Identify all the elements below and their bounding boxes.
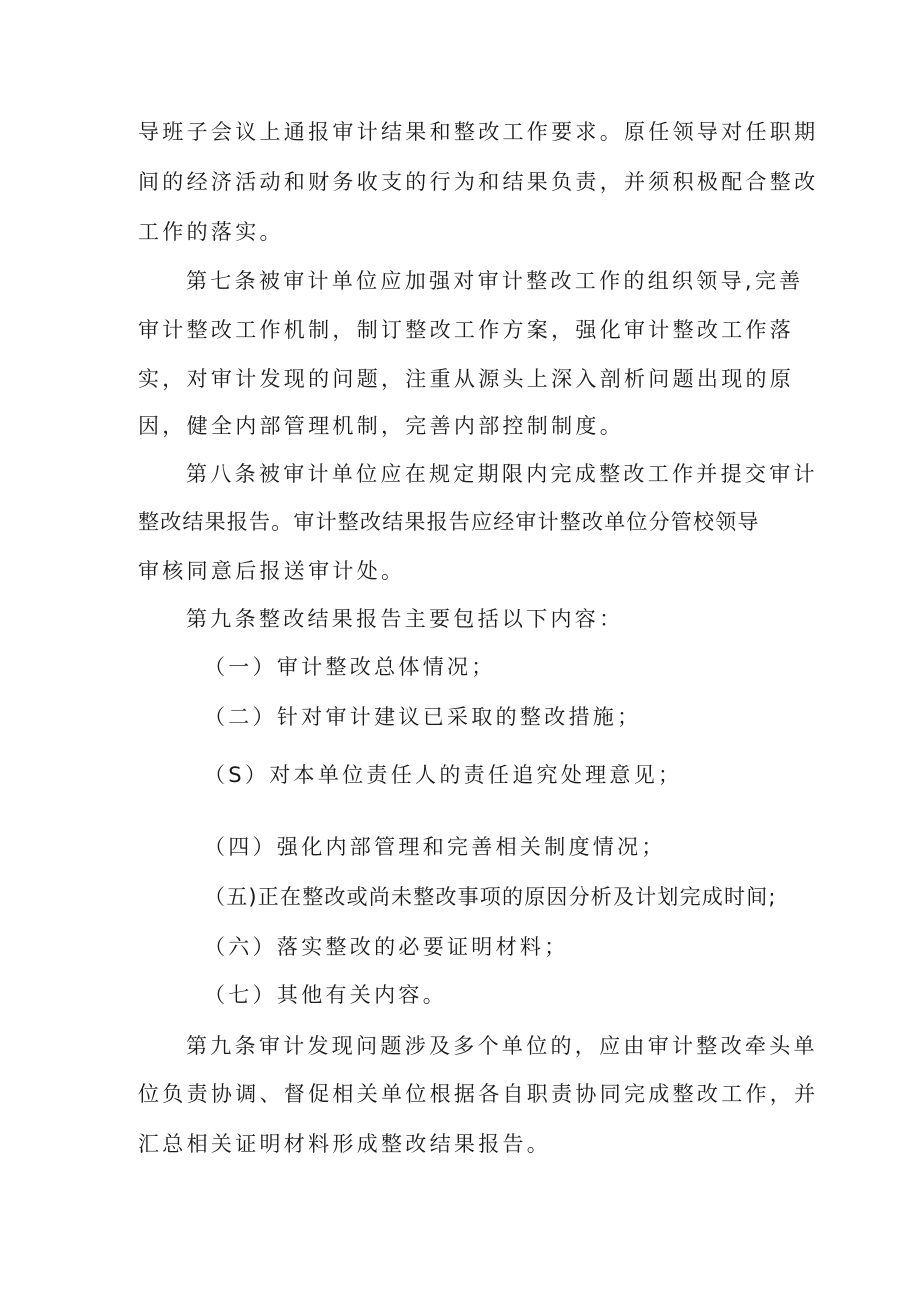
article-7-line-4: 因，健全内部管理机制，完善内部控制制度。: [138, 414, 624, 438]
list-item-5: （五)正在整改或尚未整改事项的原因分析及计划完成时间;: [204, 885, 777, 909]
article-8-line-1: 第八条被审计单位应在规定期限内完成整改工作并提交审计: [186, 462, 818, 486]
paragraph-1-line-3: 工作的落实。: [138, 220, 284, 244]
list-item-4: （四）强化内部管理和完善相关制度情况；: [204, 835, 666, 859]
closing-article-line-1: 第九条审计发现问题涉及多个单位的，应由审计整改牵头单: [186, 1034, 818, 1058]
closing-article-line-2: 位负责协调、督促相关单位根据各自职责协同完成整改工作，并: [138, 1082, 819, 1106]
list-item-3: （S）对本单位责任人的责任追究处理意见；: [204, 763, 683, 787]
article-7-line-1: 第七条被审计单位应加强对审计整改工作的组织领导,完善: [186, 269, 804, 293]
article-7-line-3: 实，对审计发现的问题，注重从源头上深入剖析问题出现的原: [138, 367, 795, 391]
article-8-line-2: 整改结果报告。审计整改结果报告应经审计整改单位分管校领导: [138, 510, 760, 534]
article-9-intro: 第九条整改结果报告主要包括以下内容：: [186, 607, 624, 631]
list-item-6: （六）落实整改的必要证明材料；: [204, 935, 569, 959]
list-item-1: （一）审计整改总体情况；: [204, 655, 496, 679]
list-item-2: （二）针对审计建议已采取的整改措施；: [204, 705, 642, 729]
paragraph-1-line-1: 导班子会议上通报审计结果和整改工作要求。原任领导对任职期: [138, 120, 819, 144]
article-8-line-3: 审核同意后报送审计处。: [138, 559, 406, 583]
paragraph-1-line-2: 间的经济活动和财务收支的行为和结果负责，并须积极配合整改: [138, 170, 819, 194]
closing-article-line-3: 汇总相关证明材料形成整改结果报告。: [138, 1132, 552, 1156]
article-7-line-2: 审计整改工作机制，制订整改工作方案，强化审计整改工作落: [138, 318, 795, 342]
list-item-7: （七）其他有关内容。: [204, 983, 447, 1007]
